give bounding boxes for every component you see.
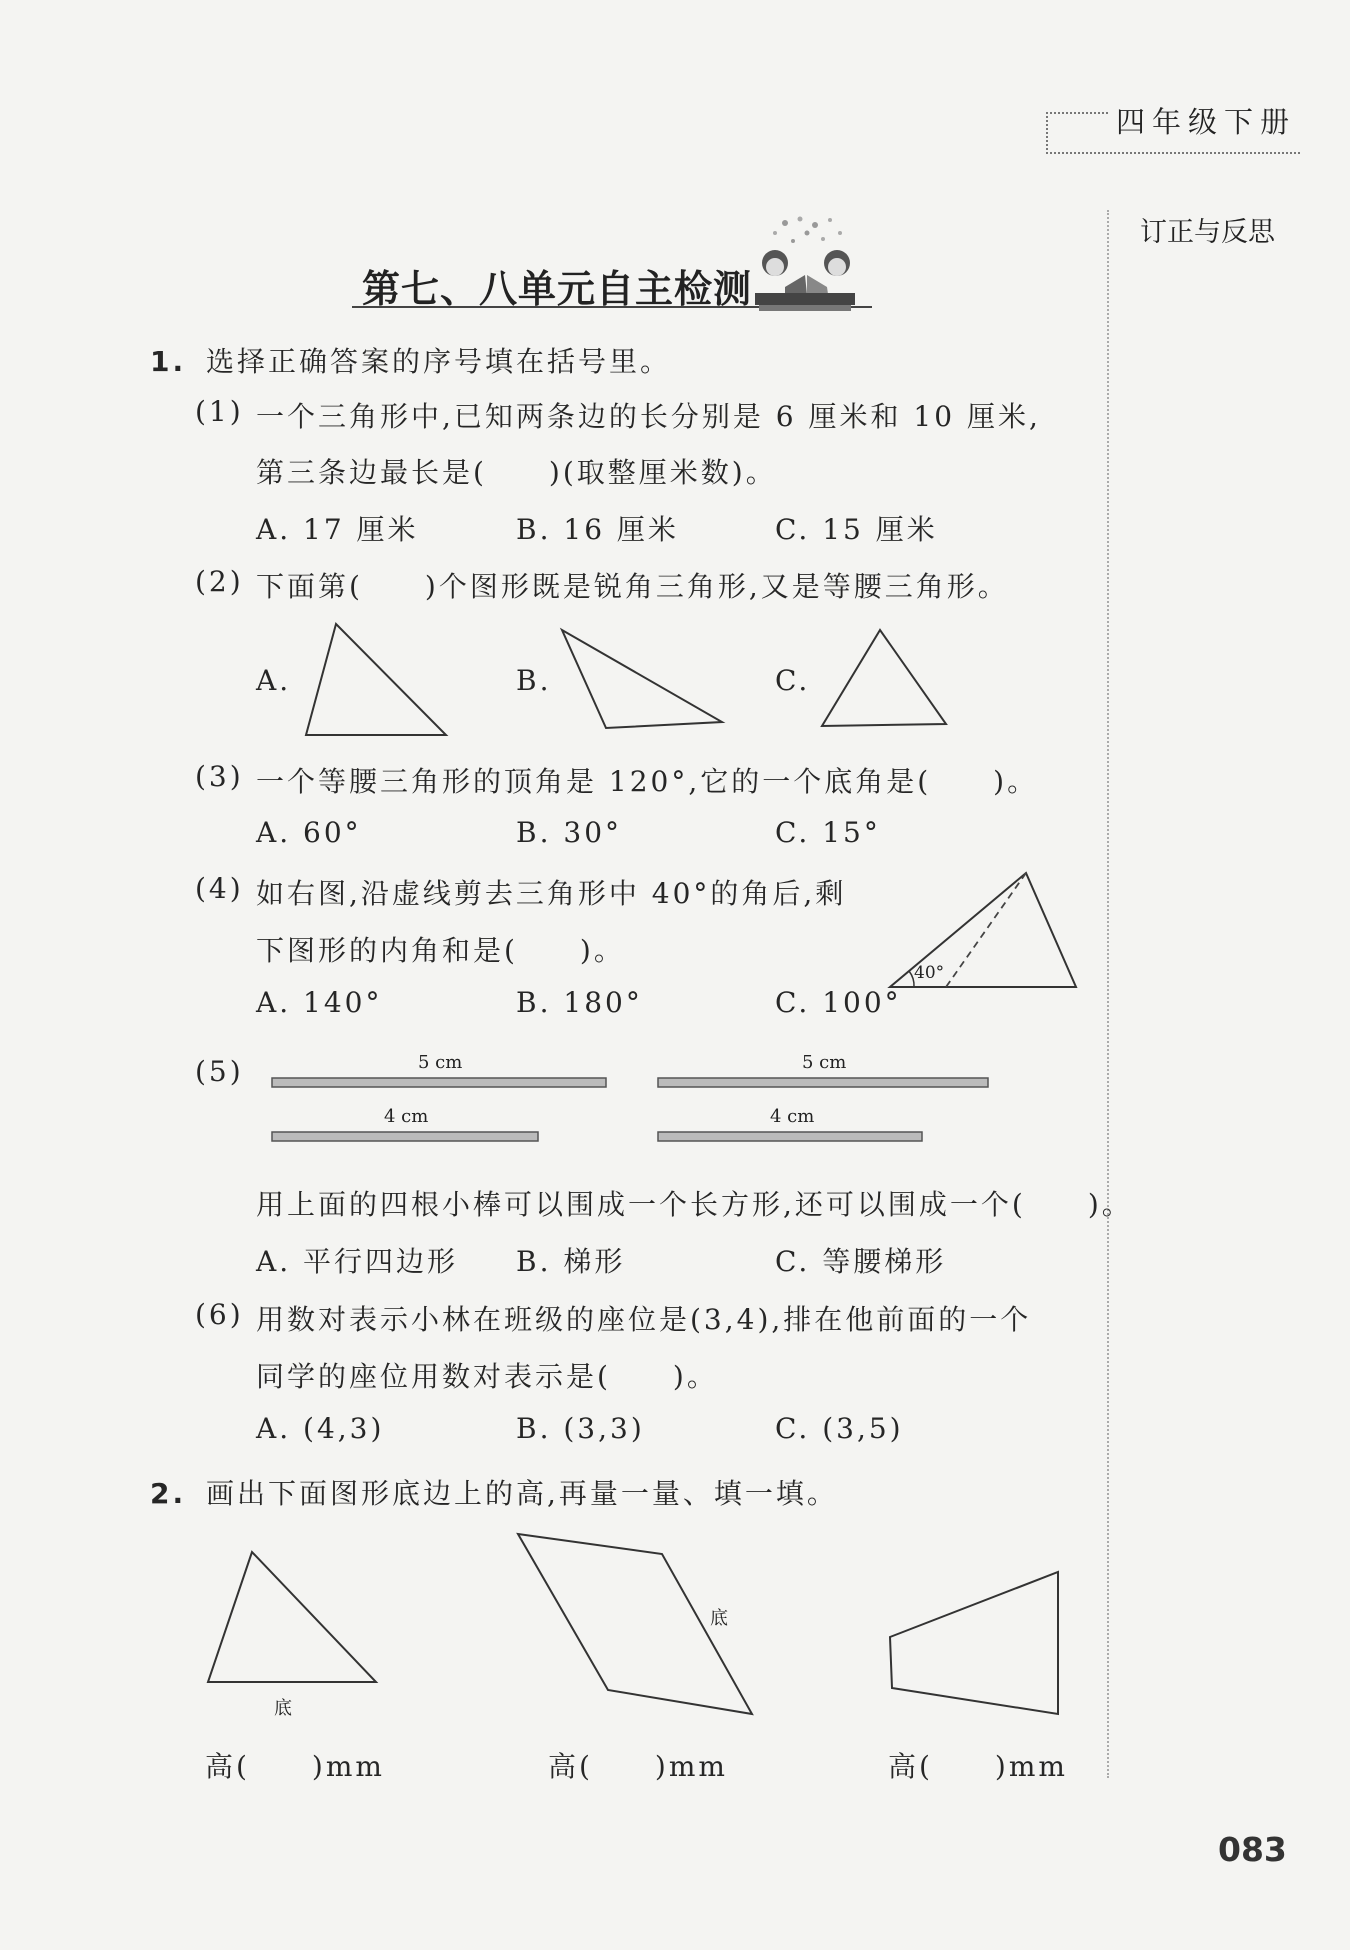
q2-stem: [150, 1472, 838, 1512]
page-title: 第七、八单元自主检测: [362, 266, 753, 311]
q2-answer-1[interactable]: 高( )mm: [205, 1750, 385, 1783]
q1-5-num: (5): [195, 1055, 244, 1088]
q1-1-line2: 第三条边最长是( )(取整厘米数)。: [256, 456, 777, 489]
q1-6-option-c: C. (3,5): [775, 1412, 904, 1445]
q1-1-line1: 一个三角形中,已知两条边的长分别是 6 厘米和 10 厘米,: [256, 400, 1041, 433]
stick-label-3: 5 cm: [802, 1052, 847, 1073]
q1-stem: [150, 340, 671, 380]
q1-1-option-a: A. 17 厘米: [256, 513, 419, 546]
q2-text: 画出下面图形底边上的高,再量一量、填一填。: [206, 1477, 838, 1510]
q2-triangle: [208, 1552, 376, 1682]
stick-2: [272, 1132, 538, 1141]
stick-label-1: 5 cm: [418, 1052, 463, 1073]
q1-2-triangle-b: [562, 630, 722, 728]
q1-6-line1: 用数对表示小林在班级的座位是(3,4),排在他前面的一个: [256, 1303, 1032, 1336]
q1-6-option-a: A. (4,3): [256, 1412, 385, 1445]
q1-1-option-c: C. 15 厘米: [775, 513, 938, 546]
stick-label-4: 4 cm: [770, 1106, 815, 1127]
margin-divider: [1107, 210, 1109, 1778]
q1-2-triangle-c: [822, 630, 946, 726]
q1-6-line2: 同学的座位用数对表示是( )。: [256, 1360, 718, 1393]
q2-answer-2[interactable]: 高( )mm: [548, 1750, 728, 1783]
q2-fig1-base-label: 底: [274, 1698, 292, 1719]
q1-3-option-b: B. 30°: [516, 816, 623, 849]
q1-text: 选择正确答案的序号填在括号里。: [206, 345, 672, 378]
q1-2-line1: 下面第( )个图形既是锐角三角形,又是等腰三角形。: [256, 570, 1009, 603]
q1-2-option-c: C.: [775, 664, 811, 697]
q1-5-line1: 用上面的四根小棒可以围成一个长方形,还可以围成一个( )。: [256, 1188, 1133, 1221]
q2-number: 2.: [150, 1477, 187, 1510]
q1-4-option-c: C. 100°: [775, 986, 902, 1019]
q1-4-angle-label: 40°: [914, 963, 945, 983]
q1-4-option-a: A. 140°: [256, 986, 383, 1019]
q1-3-option-c: C. 15°: [775, 816, 881, 849]
q1-4-num: (4): [195, 872, 244, 905]
q1-2-option-a: A.: [256, 664, 292, 697]
header-grade-label: 四年级下册: [1110, 100, 1302, 141]
q2-trapezoid: [890, 1572, 1058, 1714]
stick-4: [658, 1132, 922, 1141]
q1-6-num: (6): [195, 1298, 244, 1331]
q1-4-line2: 下图形的内角和是( )。: [256, 934, 625, 967]
q1-3-line1: 一个等腰三角形的顶角是 120°,它的一个底角是( )。: [256, 765, 1039, 798]
q1-2-option-b: B.: [516, 664, 552, 697]
q1-2-num: (2): [195, 565, 244, 598]
q1-2-triangle-a: [306, 624, 446, 735]
title-decoration: [755, 217, 855, 312]
stick-1: [272, 1078, 606, 1087]
q1-number: 1.: [150, 345, 187, 378]
q1-5-option-a: A. 平行四边形: [256, 1245, 459, 1278]
q1-4-cut-line: [946, 873, 1026, 987]
q1-1-option-b: B. 16 厘米: [516, 513, 679, 546]
q2-fig2-base-label: 底: [710, 1608, 728, 1629]
q1-1-num: (1): [195, 395, 244, 428]
q1-5-option-c: C. 等腰梯形: [775, 1245, 947, 1278]
stick-label-2: 4 cm: [384, 1106, 429, 1127]
q1-3-num: (3): [195, 760, 244, 793]
q1-5-option-b: B. 梯形: [516, 1245, 626, 1278]
q1-6-option-b: B. (3,3): [516, 1412, 645, 1445]
q1-4-option-b: B. 180°: [516, 986, 643, 1019]
title-underline: [352, 306, 872, 308]
q2-answer-3[interactable]: 高( )mm: [888, 1750, 1068, 1783]
correction-column-label: 订正与反思: [1140, 217, 1275, 248]
q1-3-option-a: A. 60°: [256, 816, 362, 849]
stick-3: [658, 1078, 988, 1087]
q1-4-line1: 如右图,沿虚线剪去三角形中 40°的角后,剩: [256, 877, 847, 910]
page-number: 083: [1218, 1830, 1287, 1869]
